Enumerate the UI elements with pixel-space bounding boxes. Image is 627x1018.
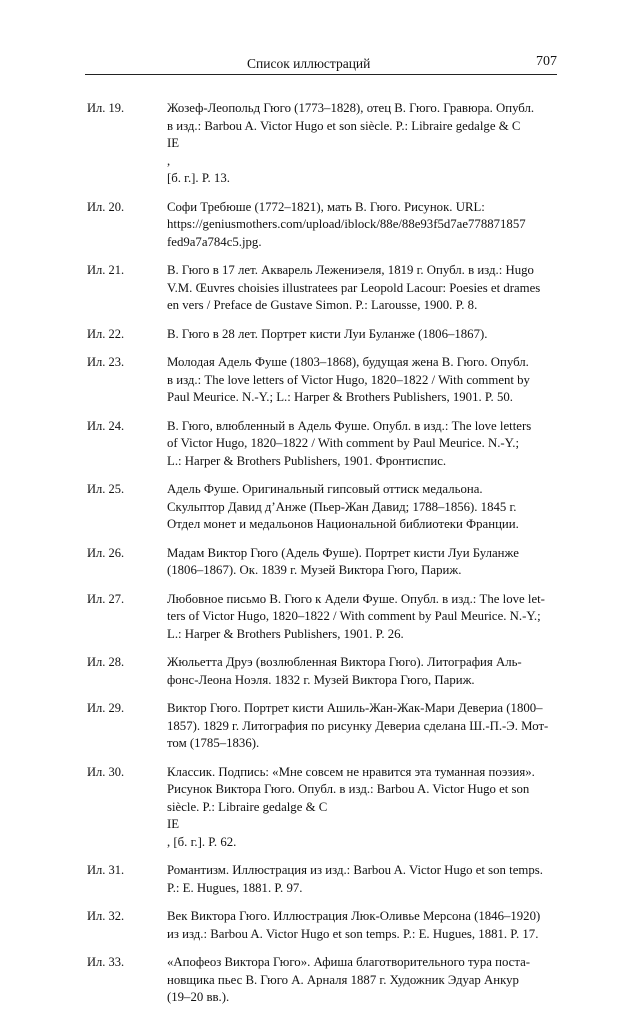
list-item bbox=[87, 954, 557, 1007]
entry-label: Ил. 25. bbox=[87, 482, 125, 496]
entry-label: Ил. 31. bbox=[87, 863, 125, 877]
entry-label: Ил. 29. bbox=[87, 701, 125, 715]
list-item bbox=[87, 545, 557, 580]
list-item bbox=[87, 700, 557, 753]
entry-text: «Апофеоз Виктора Гюго». Афиша благотворительного тура поста- новщика пьес В. Гюго А. Арналя 1887 г. Художник Эдуар Анкур (19–20 вв.). bbox=[167, 955, 531, 1004]
page-number: 707 bbox=[536, 54, 557, 69]
entry-label: Ил. 21. bbox=[87, 263, 125, 277]
entry-text: Жюльетта Друэ (возлюбленная Виктора Гюго). Литография Аль- фонс-Леона Ноэля. 1832 г. Музей Виктора Гюго, Париж. bbox=[167, 655, 522, 687]
list-item bbox=[87, 654, 557, 689]
list-item bbox=[87, 418, 557, 471]
entry-label: Ил. 20. bbox=[87, 199, 125, 214]
entry-label: Ил. 23. bbox=[87, 355, 125, 369]
entry-text: Виктор Гюго. Портрет кисти Ашиль-Жан-Жак-Мари Девериа (1800– 1857). 1829 г. Литография по рисунку Девериа сделана Ш.-П.-Э. Мот- том (1785–1836). bbox=[167, 701, 549, 750]
entry-label: Ил. 26. bbox=[87, 545, 125, 560]
list-item bbox=[87, 908, 557, 943]
entry-text: В. Гюго, влюбленный в Адель Фуше. Опубл. в изд.: The love letters of Victor Hugo, 1820–1822 / With comment by Paul Meurice. N.-Y.; L.: Harper & Brothers Publishers, 1901. Фронтиспис. bbox=[167, 418, 532, 468]
list-item bbox=[87, 764, 557, 852]
list-item bbox=[87, 481, 557, 534]
entry-text: В. Гюго в 17 лет. Акварель Лежениэеля, 1819 г. Опубл. в изд.: Hugo V.M. Œuvres choisies illustratees par Leopold Lacour: Poesies et drames en vers / Preface de Gustave Simon. P.: Larousse, 1900. P. 8. bbox=[167, 263, 541, 312]
entry-text: Романтизм. Иллюстрация из изд.: Barbou A. Victor Hugo et son temps. P.: E. Hugues, 1881. P. 97. bbox=[167, 863, 543, 895]
entry-label: Ил. 32. bbox=[87, 909, 125, 923]
entry-text: Любовное письмо В. Гюго к Адели Фуше. Опубл. в изд.: The love let- ters of Victor Hugo, 1820–1822 / With comment by Paul Meurice. N.-Y.; L.: Harper & Brothers Publishers, 1901. P. 26. bbox=[167, 591, 545, 641]
page-header bbox=[85, 48, 557, 75]
entry-text: В. Гюго в 28 лет. Портрет кисти Луи Буланже (1806–1867). bbox=[167, 326, 488, 341]
entry-text: Мадам Виктор Гюго (Адель Фуше). Портрет кисти Луи Буланже (1806–1867). Ок. 1839 г. Музей Виктора Гюго, Париж. bbox=[167, 545, 519, 577]
list-item bbox=[87, 862, 557, 897]
running-title: Список иллюстраций bbox=[247, 56, 371, 71]
entry-label: Ил. 19. bbox=[87, 101, 125, 115]
entry-label: Ил. 27. bbox=[87, 591, 125, 606]
entry-label: Ил. 30. bbox=[87, 764, 125, 779]
list-item bbox=[87, 262, 557, 315]
entry-label: Ил. 28. bbox=[87, 655, 125, 669]
entry-text: Жозеф-Леопольд Гюго (1773–1828), отец В. Гюго. Гравюра. Опубл. в изд.: Barbou A. Victor Hugo et son siècle. P.: Libraire gedalge & C IE , [б. г.]. P. 13. bbox=[167, 101, 535, 185]
entry-text: Век Виктора Гюго. Иллюстрация Люк-Оливье Мерсона (1846–1920) из изд.: Barbou A. Victor Hugo et son temps. P.: E. Hugues, 1881. P. 17. bbox=[167, 909, 541, 941]
illustration-list bbox=[87, 100, 557, 1018]
list-item bbox=[87, 326, 557, 344]
list-item bbox=[87, 591, 557, 644]
entry-text: Софи Требюше (1772–1821), мать В. Гюго. Рисунок. URL: https://geniusmothers.com/upload/iblock/88e/88e93f5d7ae778871857 fed9a7a784c5.jpg. bbox=[167, 199, 526, 249]
entry-label: Ил. 22. bbox=[87, 326, 125, 341]
entry-text: Адель Фуше. Оригинальный гипсовый оттиск медальона. Скульптор Давид д’Анже (Пьер-Жан Давид; 1788–1856). 1845 г. Отдел монет и медальонов Национальной библиотеки Франции. bbox=[167, 482, 519, 531]
list-item bbox=[87, 199, 557, 252]
entry-label: Ил. 24. bbox=[87, 418, 125, 433]
entry-text: Молодая Адель Фуше (1803–1868), будущая жена В. Гюго. Опубл. в изд.: The love letters of Victor Hugo, 1820–1822 / With comment by Paul Meurice. N.-Y.; L.: Harper & Brothers Publishers, 1901. P. 50. bbox=[167, 355, 530, 404]
list-item bbox=[87, 100, 557, 188]
entry-label: Ил. 33. bbox=[87, 955, 125, 969]
entry-text: Классик. Подпись: «Мне совсем не нравится эта туманная поэзия». Рисунок Виктора Гюго. Опубл. в изд.: Barbou A. Victor Hugo et son siècle. P.: Libraire gedalge & C IE , [б. г.]. P. 62. bbox=[167, 764, 535, 849]
list-item bbox=[87, 354, 557, 407]
